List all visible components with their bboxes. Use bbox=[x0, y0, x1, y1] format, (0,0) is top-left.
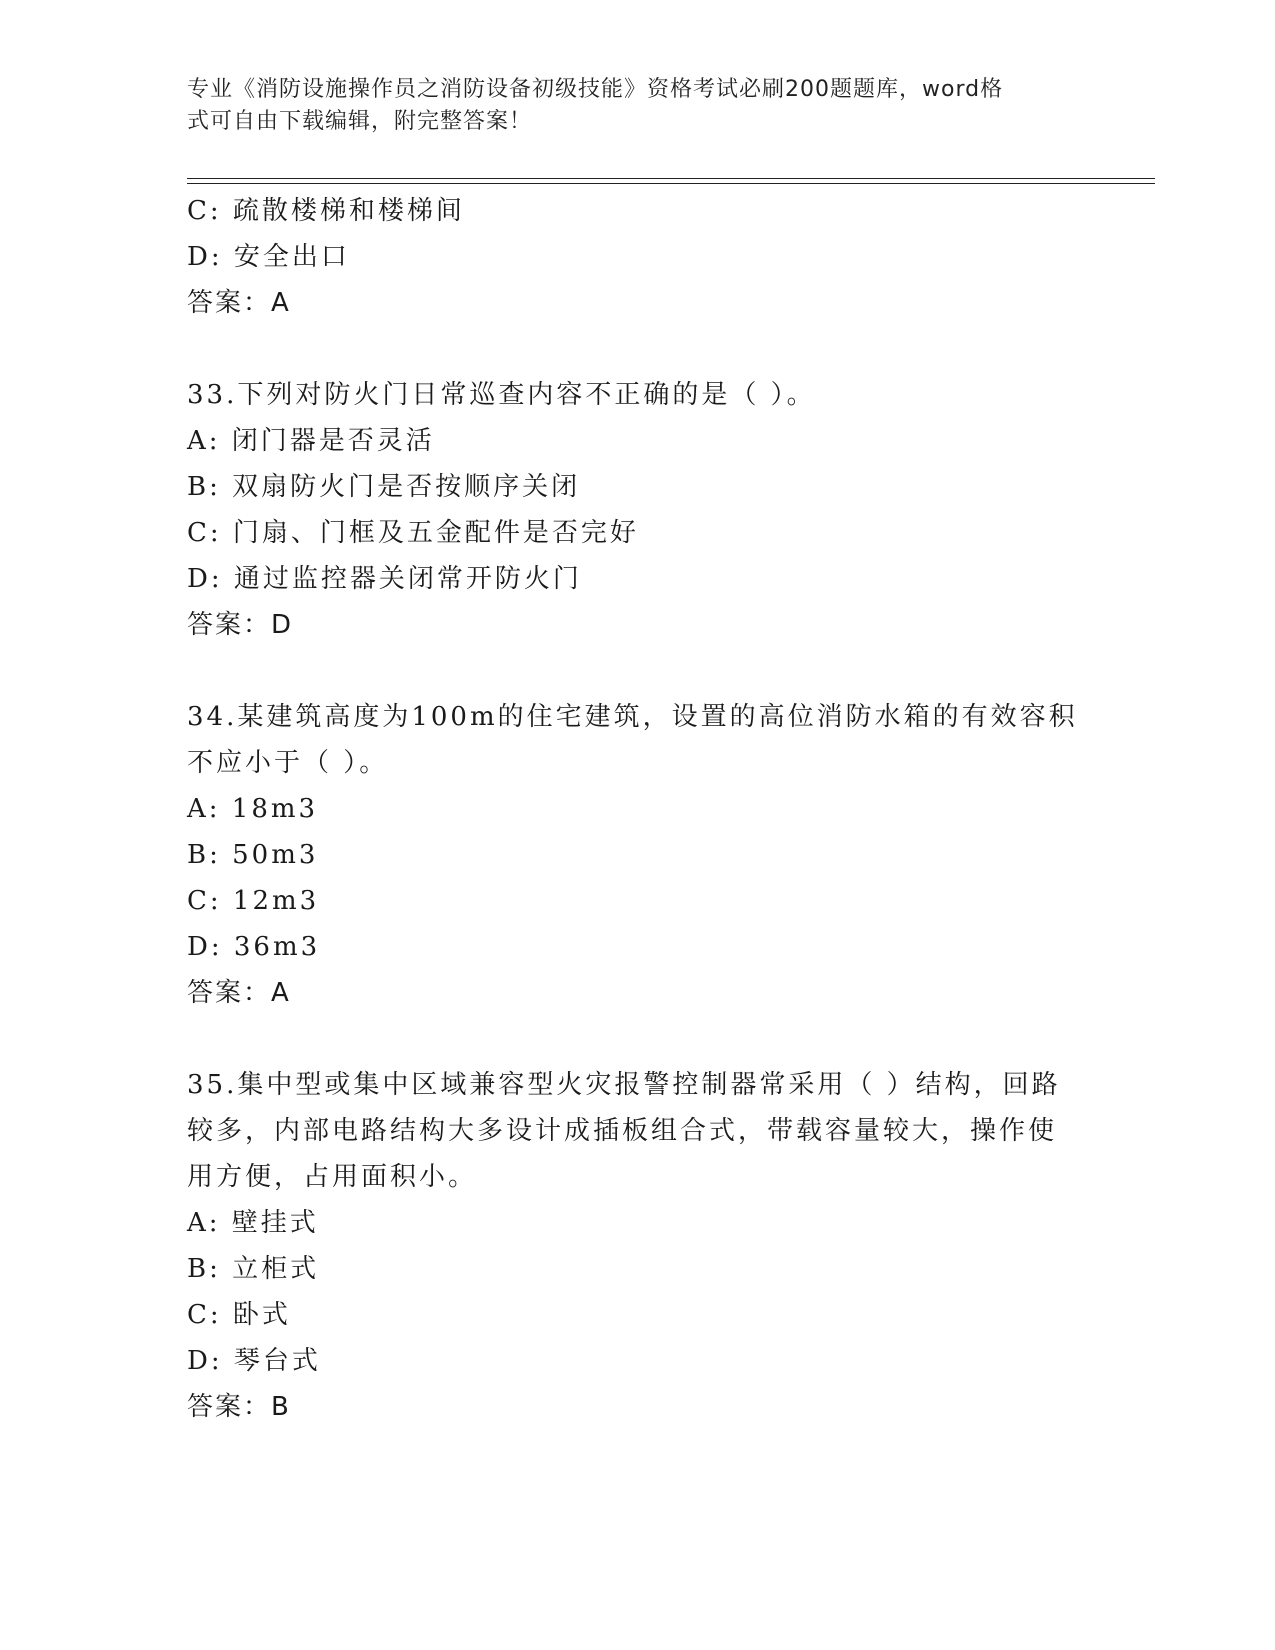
question-stem-line-1: 35.集中型或集中区域兼容型火灾报警控制器常采用（ ）结构，回路 bbox=[187, 1070, 1061, 1100]
header-divider-bottom bbox=[187, 183, 1155, 184]
option-a: A: 壁挂式 bbox=[187, 1208, 319, 1238]
spacer bbox=[187, 326, 1087, 372]
answer-line: 答案：A bbox=[187, 978, 291, 1008]
question-34 bbox=[187, 694, 1087, 1016]
document-header bbox=[187, 74, 1067, 138]
question-stem-line-2: 不应小于（ ）。 bbox=[187, 748, 389, 778]
option-b: B: 50m3 bbox=[187, 840, 319, 870]
option-c: C: 12m3 bbox=[187, 886, 320, 916]
question-32-tail bbox=[187, 188, 1087, 326]
spacer bbox=[187, 648, 1087, 694]
option-c: C: 门扇、门框及五金配件是否完好 bbox=[187, 518, 639, 548]
option-c: C: 疏散楼梯和楼梯间 bbox=[187, 196, 465, 226]
question-35 bbox=[187, 1062, 1087, 1430]
option-d: D: 琴台式 bbox=[187, 1346, 321, 1376]
option-b: B: 立柜式 bbox=[187, 1254, 320, 1284]
question-content bbox=[187, 188, 1087, 1430]
option-d: D: 36m3 bbox=[187, 932, 321, 962]
option-a: A: 闭门器是否灵活 bbox=[187, 426, 435, 456]
option-d: D: 安全出口 bbox=[187, 242, 350, 272]
question-stem-line-2: 较多，内部电路结构大多设计成插板组合式，带载容量较大，操作使 bbox=[187, 1116, 1058, 1146]
option-a: A: 18m3 bbox=[187, 794, 319, 824]
question-stem-line-3: 用方便，占用面积小。 bbox=[187, 1162, 478, 1192]
option-c: C: 卧式 bbox=[187, 1300, 291, 1330]
question-33 bbox=[187, 372, 1087, 648]
answer-line: 答案：D bbox=[187, 610, 294, 640]
header-line-2: 式可自由下载编辑，附完整答案！ bbox=[187, 109, 533, 134]
answer-line: 答案：A bbox=[187, 288, 291, 318]
header-divider-top bbox=[187, 178, 1155, 179]
question-stem-line-1: 34.某建筑高度为100m的住宅建筑，设置的高位消防水箱的有效容积 bbox=[187, 702, 1078, 732]
question-stem: 33.下列对防火门日常巡查内容不正确的是（ ）。 bbox=[187, 380, 816, 410]
option-b: B: 双扇防火门是否按顺序关闭 bbox=[187, 472, 581, 502]
spacer bbox=[187, 1016, 1087, 1062]
header-line-1: 专业《消防设施操作员之消防设备初级技能》资格考试必刷200题题库，word格 bbox=[187, 77, 1004, 102]
answer-line: 答案：B bbox=[187, 1392, 291, 1422]
option-d: D: 通过监控器关闭常开防火门 bbox=[187, 564, 582, 594]
